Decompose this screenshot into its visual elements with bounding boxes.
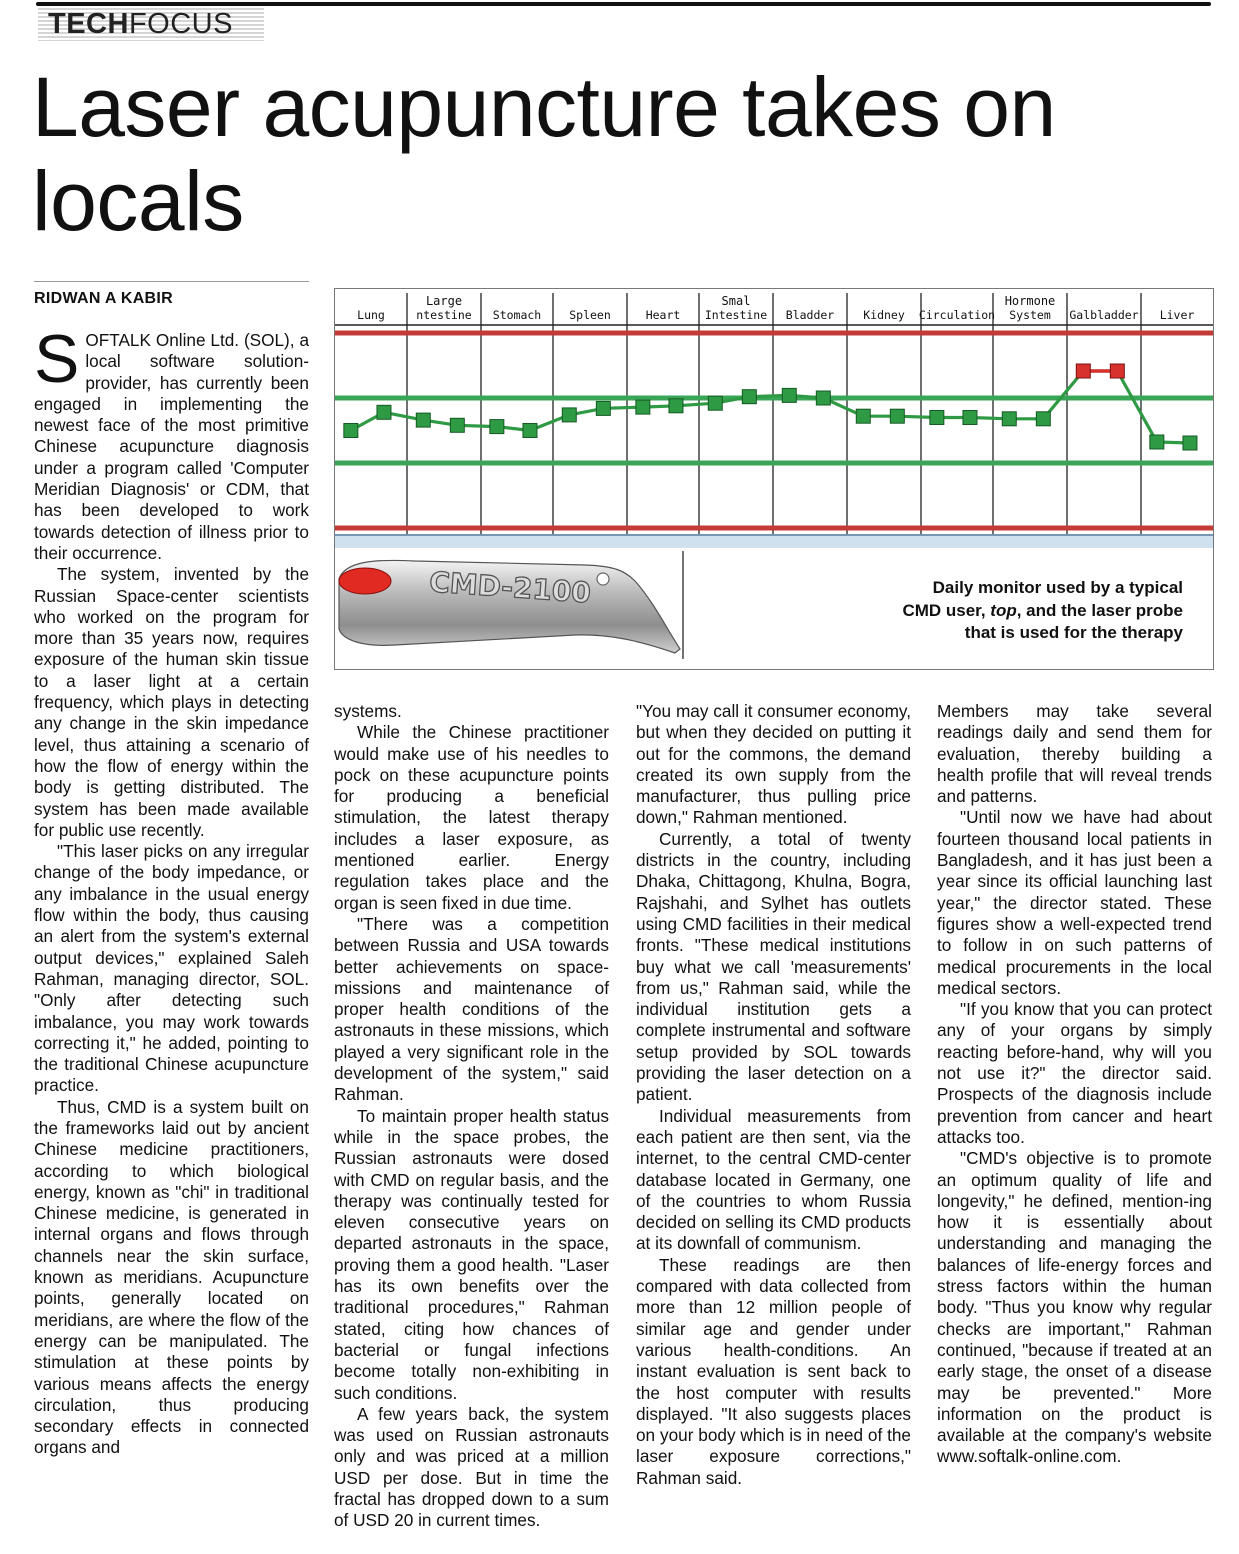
section-prefix: TECH bbox=[48, 8, 129, 40]
article-column-2 bbox=[334, 701, 609, 1532]
organ-label: Spleen bbox=[569, 308, 611, 322]
section-suffix: FOCUS bbox=[128, 8, 233, 40]
reading-point bbox=[1076, 364, 1090, 378]
organ-label: Stomach bbox=[492, 308, 542, 322]
caption-emphasis: top bbox=[990, 600, 1017, 620]
organ-label: Galbladder bbox=[1069, 308, 1139, 322]
paragraph bbox=[34, 321, 309, 564]
paragraph: "If you know that you can protect any of your organs by simply reacting before-hand, why will you not use it?" the director said. Prospects of the diagnosis include prevention from cancer and heart attacks too. bbox=[937, 999, 1212, 1147]
reading-point bbox=[963, 411, 977, 425]
article-column-3 bbox=[636, 701, 911, 1489]
byline: RIDWAN A KABIR bbox=[34, 290, 174, 307]
reading-point bbox=[450, 418, 464, 432]
organ-label: Kidney bbox=[863, 308, 905, 322]
reading-point bbox=[782, 388, 796, 402]
organ-label: Intestine bbox=[704, 308, 768, 322]
reading-point bbox=[1150, 435, 1164, 449]
paragraph: Individual measurements from each patient are then sent, via the internet, to the central CMD-center database located in Germany, one of the countries to whom Russia decided on selling its CMD products at its downfall of communism. bbox=[636, 1105, 911, 1254]
organ-label-top: Large bbox=[425, 294, 463, 308]
caption-text: CMD user, bbox=[902, 600, 991, 620]
paragraph-text: OFTALK Online Ltd. (SOL), a local software solution-provider, has currently been engaged in implementing the newest face of the most primitive Chinese acupuncture diagnosis under a program called 'Computer Meridian Diagnosis' or CDM, that has been developed to work towards detection of illness prior to their occurrence. bbox=[34, 330, 309, 563]
paragraph: "You may call it consumer economy, but when they decided on putting it out for the commons, the demand created its own supply from the manufacturer, thus pulling price down," Rahman mentioned. bbox=[636, 701, 911, 828]
organ-label: System bbox=[1009, 308, 1051, 322]
caption-line-2 bbox=[883, 600, 1183, 623]
probe-label: CMD-2100 bbox=[428, 565, 592, 610]
reading-point bbox=[596, 401, 610, 415]
reading-point bbox=[416, 413, 430, 427]
reading-point bbox=[1110, 364, 1124, 378]
organ-label: Bladder bbox=[785, 308, 835, 322]
monitor-bezel bbox=[335, 534, 1213, 548]
paragraph: "This laser picks on any irregular change of the body impedance, or any imbalance in the usual energy flow within the body, thus causing an alert from the system's external output devices," explained Saleh Rahman, managing director, SOL. "Only after detecting such imbalance, you may work towards correcting it," he added, pointing to the traditional Chinese acupuncture practice. bbox=[34, 841, 309, 1096]
reading-point bbox=[742, 390, 756, 404]
article-column-4 bbox=[937, 701, 1212, 1468]
caption-line-3: that is used for the therapy bbox=[964, 623, 1183, 642]
organ-label: Lung bbox=[357, 308, 385, 322]
organ-label: Liver bbox=[1159, 308, 1195, 322]
paragraph: The system, invented by the Russian Space-center scientists who worked on the program for more than 35 years now, requires exposure of the human skin tissue to a laser light at a certain frequency, which plays in detecting any change in the skin impedance level, thus attaining a scenario of how the flow of energy within the body is getting distributed. The system has been made available for public use recently. bbox=[34, 564, 309, 840]
paragraph: "Until now we have had about fourteen thousand local patients in Bangladesh, and it has just been a year since its official launching last year," the director stated. These figures show a well-expected trend to follow in on such patterns of medical procurements in the local medical sectors. bbox=[937, 807, 1212, 998]
probe-laser-tip bbox=[339, 568, 391, 594]
reading-point bbox=[856, 409, 870, 423]
paragraph: systems. bbox=[334, 701, 402, 721]
section-tag bbox=[38, 8, 264, 41]
headline: Laser acupuncture takes on locals bbox=[32, 60, 1056, 248]
paragraph: "CMD's objective is to promote an optimum quality of life and longevity," he defined, mention-ing how it is essentially about understanding and managing the balances of life-energy forces and stress factors within the human body. "Thus you know why regular checks are important," Rahman continued, "because if treated at an early stage, the onset of a disease may be prevented." More information on the product is available at the company's website www.softalk-online.com. bbox=[937, 1148, 1212, 1467]
reading-point bbox=[562, 408, 576, 422]
reading-point bbox=[1002, 412, 1016, 426]
paragraph: Thus, CMD is a system built on the frameworks laid out by ancient Chinese medicine practitioners, according to which biological energy, known as "chi" in traditional Chinese medicine, is generated in internal organs and flows through channels near the skin surface, known as meridians. Acupuncture points, generally located on meridians, are where the flow of the energy can be manipulated. The stimulation at these points by various means affects the energy circulation, thus producing secondary effects in connected organs and bbox=[34, 1096, 309, 1458]
byline-rule bbox=[34, 281, 309, 282]
reading-point bbox=[669, 399, 683, 413]
probe-button bbox=[597, 573, 609, 585]
organ-label: Heart bbox=[645, 308, 681, 322]
reading-line bbox=[351, 371, 1190, 443]
paragraph: These readings are then compared with data collected from more than 12 million people of similar age and gender under various health-conditions. An instant evaluation is sent back to the host computer with results displayed. "It also suggests places on your body which is in need of the laser exposure corrections," Rahman said. bbox=[636, 1254, 911, 1488]
reading-point bbox=[344, 424, 358, 438]
paragraph: Currently, a total of twenty districts in the country, including Dhaka, Chittagong, Khulna, Bogra, Rajshahi, and Sylhet has outlets using CMD facilities in their medical fronts. "These medical institutions buy what we call 'measurements' from us," Rahman said, while the individual institution gets a complete instrumental and software setup provided by SOL towards providing the laser detection on a patient. bbox=[636, 828, 911, 1105]
paragraph: "There was a competition between Russia and USA towards better achievements on space-missions and maintenance of proper health conditions of the astronauts in these missions, which played a very significant role in the development of the system," said Rahman. bbox=[334, 913, 609, 1105]
reading-point bbox=[636, 400, 650, 414]
caption-line-1: Daily monitor used by a typical bbox=[932, 578, 1183, 597]
reading-point bbox=[1036, 412, 1050, 426]
top-rule bbox=[36, 2, 1211, 6]
figure-caption bbox=[883, 577, 1183, 645]
reading-point bbox=[1183, 436, 1197, 450]
paragraph: A few years back, the system was used on Russian astronauts only and was priced at a million USD per dose. But in time the fractal has dropped down to a sum of USD 20 in current times. bbox=[334, 1403, 609, 1531]
organ-label: Circulation bbox=[918, 308, 996, 322]
organ-label-top: Smal bbox=[721, 294, 751, 308]
reading-point bbox=[377, 405, 391, 419]
laser-probe-illustration bbox=[339, 551, 683, 659]
caption-text: , and the laser probe bbox=[1016, 600, 1183, 620]
figure-meridian-monitor bbox=[334, 288, 1214, 670]
reading-point bbox=[708, 396, 722, 410]
paragraph: While the Chinese practitioner would make use of his needles to pock on these acupuncture points for producing a beneficial stimulation, the latest therapy includes a laser exposure, as mentioned earlier. Energy regulation takes place and the organ is seen fixed in due time. bbox=[334, 722, 609, 913]
paragraph: To maintain proper health status while in the space probes, the Russian astronauts were dosed with CMD on regular basis, and the therapy was continually tested for eleven consecutive years on departed astronauts in the space, proving them a good health. "Laser has its own benefits over the traditional procedures," Rahman stated, citing how chances of bacterial or fungal infections become totally non-exhibiting in such conditions. bbox=[334, 1105, 609, 1403]
reading-point bbox=[930, 411, 944, 425]
reading-point bbox=[523, 424, 537, 438]
article-column-1 bbox=[34, 321, 309, 1459]
organ-label-top: Hormone bbox=[1004, 294, 1056, 308]
paragraph: Members may take several readings daily and send them for evaluation, thereby building a health profile that will reveal trends and patterns. bbox=[937, 701, 1212, 807]
drop-cap: S bbox=[34, 321, 80, 397]
reading-point bbox=[816, 391, 830, 405]
organ-label: ntestine bbox=[416, 308, 472, 322]
reading-point bbox=[490, 420, 504, 434]
reading-point bbox=[890, 409, 904, 423]
